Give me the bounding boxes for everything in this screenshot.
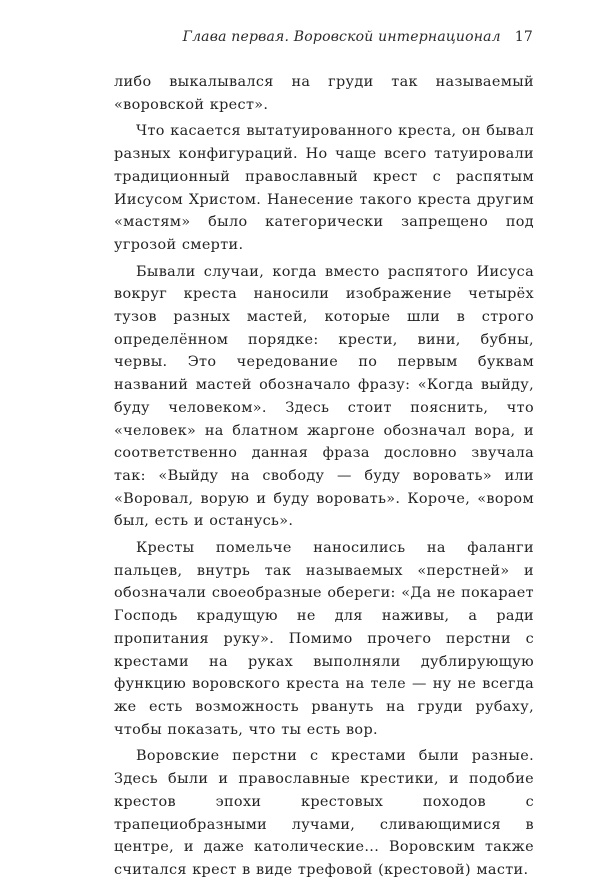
paragraph: Кресты помельче наносились на фаланги пальцев, внутрь так называемых «перстней» и обозначали своеобразные обереги: «Да не покарает Господь крадущую не для наживы, а ради пропитания руку». Помимо прочего перстни с крестами на руках выполняли дублирующую функцию воровского креста на теле — ну не всегда же есть возможность рвануть на груди рубаху, чтобы показать, что ты есть вор.: [114, 540, 534, 738]
paragraph: Бывали случаи, когда вместо распятого Иисуса вокруг креста наносили изображение четырёх тузов разных мастей, которые шли в строго определённом порядке: крести, вини, бубны, червы. Это чередование по первым буквам названий мастей обозначало фразу: «Когда выйду, буду человеком». Здесь стоит пояснить, что «человек» на блатном жаргоне обозначал вора, и соответственно данная фраза дословно звучала так: «Выйду на свободу — буду воровать» или «Воровал, ворую и буду воровать». Короче, «вором был, есть и останусь».: [114, 263, 534, 530]
body-text: [114, 71, 534, 886]
paragraph-continued: либо выкалывался на груди так называемый «воровской крест».: [114, 74, 534, 113]
page-number: 17: [514, 29, 533, 45]
running-header: [0, 29, 533, 45]
chapter-title: Глава первая. Воровской интернационал: [182, 29, 501, 45]
paragraph: Что касается вытатуированного креста, он бывал разных конфигураций. Но чаще всего татуировали традиционный православный крест с распятым Иисусом Христом. Нанесение такого креста другим «мастям» было категорически запрещено под угрозой смерти.: [114, 123, 534, 253]
paragraph: Воровские перстни с крестами были разные. Здесь были и православные крестики, и подобие крестов эпохи крестовых походов с трапециобразными лучами, сливающимися в центре, и даже католические... Воровским также считался крест в виде трефовой (крестовой) масти.: [114, 748, 534, 878]
